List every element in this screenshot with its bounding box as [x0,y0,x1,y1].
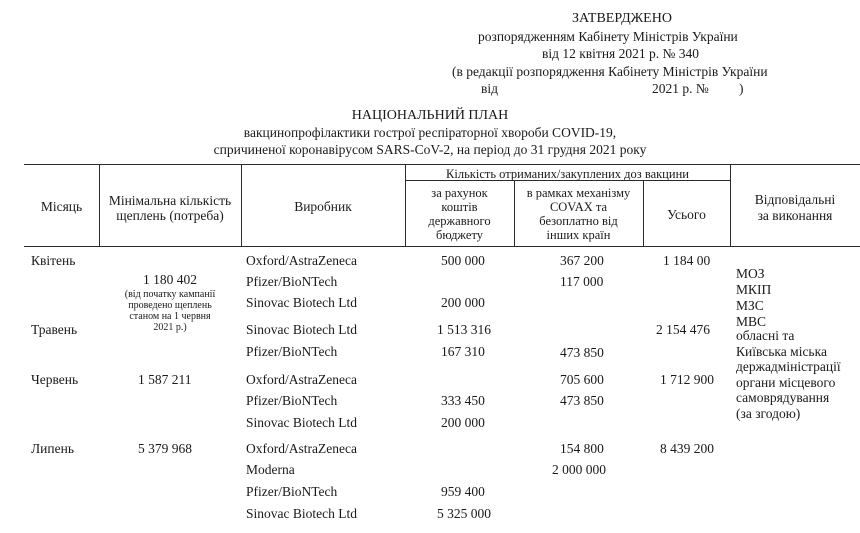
header-min-line-1: Мінімальна кількість [108,193,232,208]
cell-producer: Pfizer/BioNTech [246,274,338,289]
approval-line-2: від 12 квітня 2021 р. № 340 [542,46,700,61]
cell-total: 1 184 00 [663,253,711,268]
note-line: (від початку кампанії [124,289,216,300]
header-covax-line-2: COVAX та [549,200,608,214]
plan-subtitle-2: спричиненої коронавірусом SARS-CoV-2, на період до 31 грудня 2021 року [213,142,647,157]
header-min-line-2: щеплень (потреба) [116,208,224,223]
responsible-item: (за згодою) [736,406,801,421]
header-producer: Виробник [294,199,352,214]
cell-total: 1 712 900 [660,372,714,387]
header-state-line-1: за рахунок [431,186,488,200]
header-doses-group: Кількість отриманих/закуплених доз вакцини [446,167,689,181]
cell-producer: Sinovac Biotech Ltd [246,295,357,310]
cell-state: 500 000 [441,253,485,268]
approval-line-4-year: 2021 р. № [652,81,709,96]
header-covax-line-4: інших країн [546,228,611,242]
header-covax-line-1: в рамках механізму [526,186,631,200]
responsible-item: держадміністрації [736,359,841,374]
cell-producer: Oxford/AstraZeneca [246,253,357,268]
cell-producer: Pfizer/BioNTech [246,393,338,408]
approval-line-1: розпорядженням Кабінету Міністрів України [478,29,738,44]
note-line: проведено щеплень [128,300,212,311]
cell-total: 8 439 200 [660,441,714,456]
cell-state: 959 400 [441,484,485,499]
responsible-item: обласні та [736,328,795,343]
responsible-item: МЗС [736,298,764,313]
cell-producer: Sinovac Biotech Ltd [246,415,357,430]
plan-subtitle-1: вакцинопрофілактики гострої респіраторної хвороби COVID-19, [243,125,617,140]
cell-producer: Pfizer/BioNTech [246,484,338,499]
cell-covax: 367 200 [560,253,604,268]
cell-month: Червень [31,372,79,387]
cell-producer: Pfizer/BioNTech [246,344,338,359]
approval-line-3: (в редакції розпорядження Кабінету Міністрів України [452,64,768,79]
plan-title: НАЦІОНАЛЬНИЙ ПЛАН [351,108,509,123]
approved-stamp-title: ЗАТВЕРДЖЕНО [572,11,672,26]
cell-state: 200 000 [441,295,485,310]
responsible-item: Київська міська [736,344,827,359]
cell-min: 1 587 211 [138,372,192,387]
cell-month: Липень [31,441,74,456]
cell-covax: 117 000 [560,274,604,289]
cell-state: 5 325 000 [437,506,491,521]
responsible-item: МКІП [736,282,772,297]
cell-covax: 2 000 000 [552,462,606,477]
cell-producer: Oxford/AstraZeneca [246,441,357,456]
note-line: станом на 1 червня [129,311,211,322]
cell-producer: Sinovac Biotech Ltd [246,506,357,521]
header-covax-line-3: безоплатно від [539,214,618,228]
approval-line-4-from: від [481,81,498,96]
cell-state: 1 513 316 [437,322,491,337]
cell-total: 2 154 476 [656,322,710,337]
header-month: Місяць [40,199,83,214]
header-state-line-4: бюджету [436,228,483,242]
responsible-item: самоврядування [736,390,830,405]
header-responsible-line-1: Відповідальні [754,192,836,207]
responsible-item: МОЗ [736,266,765,281]
cell-covax: 473 850 [560,393,604,408]
cell-state: 333 450 [441,393,485,408]
responsible-item: МВС [736,314,767,329]
header-state-line-3: державного [428,214,491,228]
cell-producer: Moderna [246,462,295,477]
cell-month: Травень [31,322,78,337]
cell-producer: Sinovac Biotech Ltd [246,322,357,337]
header-state-line-2: коштів [441,200,478,214]
cell-month: Квітень [31,253,76,268]
cell-min: 1 180 402 [143,272,197,287]
cell-min: 5 379 968 [138,441,192,456]
cell-state: 167 310 [441,344,485,359]
approval-line-4-close: ) [739,81,744,96]
note-line: 2021 р.) [153,322,187,333]
cell-covax: 154 800 [560,441,604,456]
header-responsible-line-2: за виконання [757,208,833,223]
cell-covax: 705 600 [560,372,604,387]
table-top-border [24,164,860,165]
header-bottom-border [24,246,860,247]
cell-state: 200 000 [441,415,485,430]
cell-producer: Oxford/AstraZeneca [246,372,357,387]
header-total: Усього [667,207,706,222]
cell-covax: 473 850 [560,345,604,360]
responsible-item: органи місцевого [736,375,836,390]
